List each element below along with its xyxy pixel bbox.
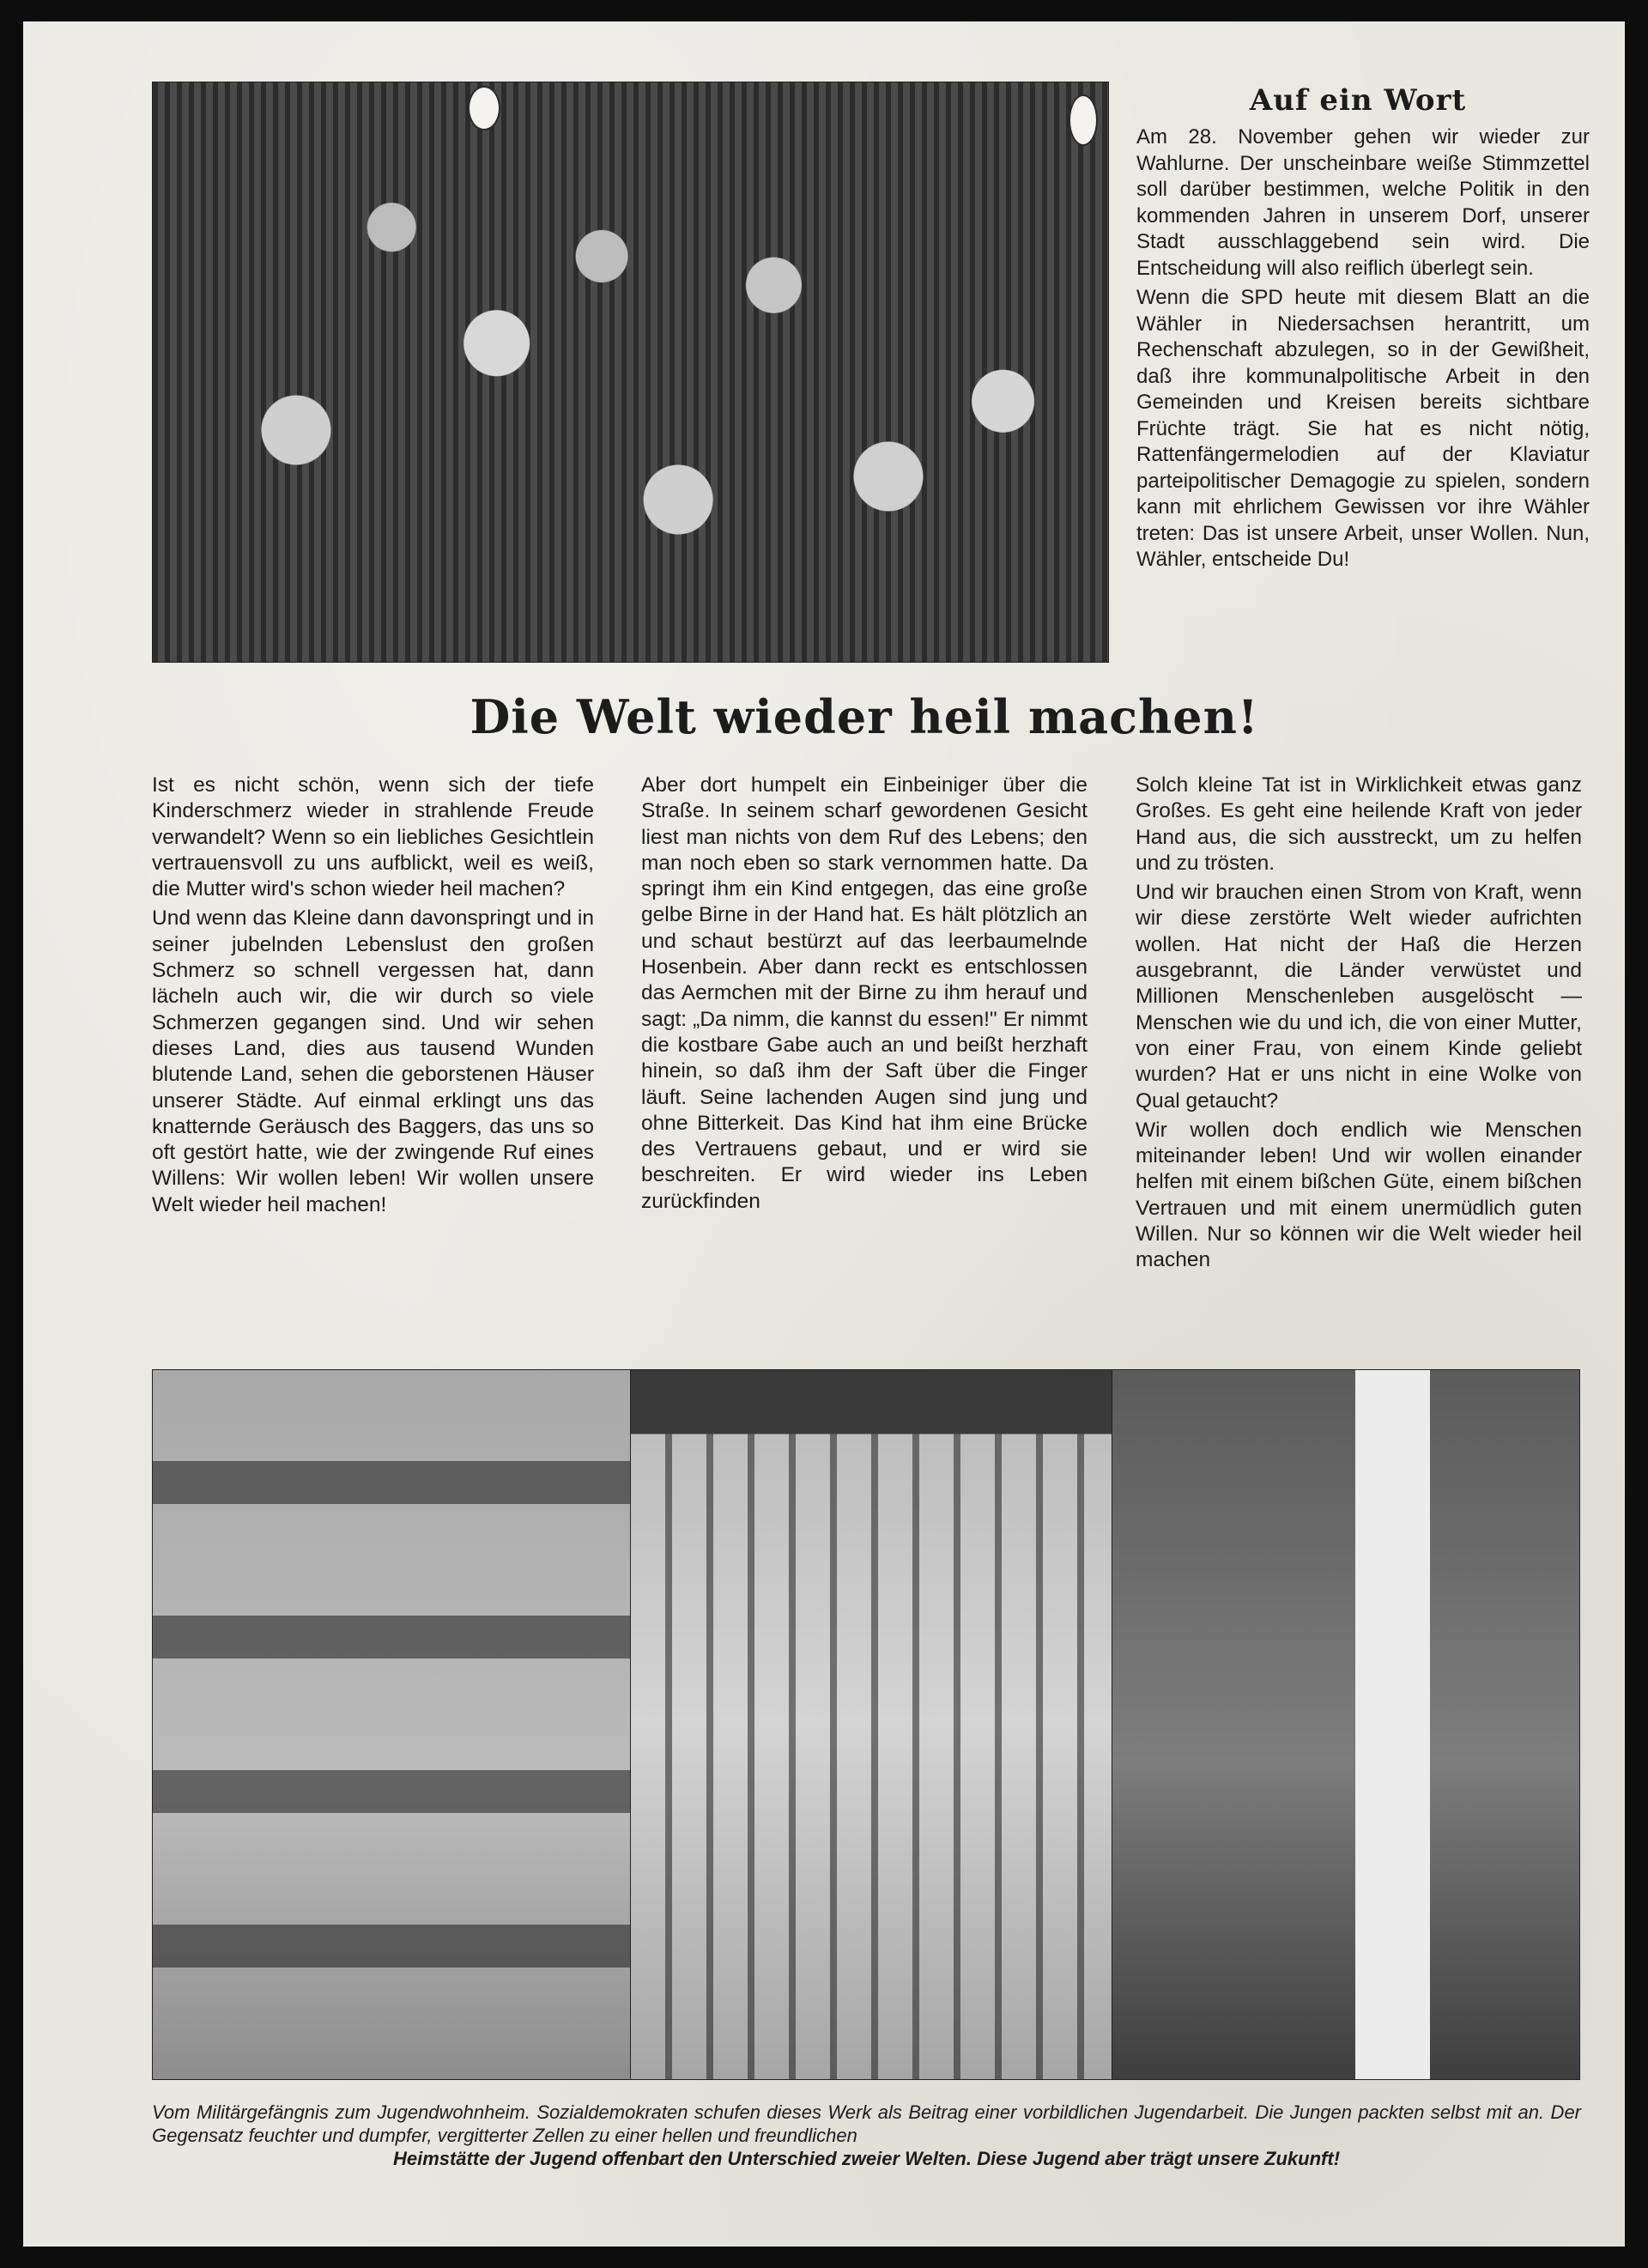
photo-caption: [152, 2101, 1581, 2170]
caption-line-1: Vom Militärgefängnis zum Jugendwohnheim. Sozialdemokraten schufen dieses Werk als Beitrag einer vorbildlichen Jugendarbeit. Die Jungen packten selbst mit an. Der Gegensatz feuchter und dumpfer, vergitterter Zellen zu einer hellen und freundlichen: [152, 2101, 1581, 2146]
sidebar-paragraph: Am 28. November gehen wir wieder zur Wahlurne. Der unscheinbare weiße Stimmzettel soll darüber bestimmen, welche Politik in den kommenden Jahren in unserem Dorf, unserer Stadt ausschlaggebend sein wird. Die Entscheidung will also reiflich überlegt sein.: [1136, 125, 1590, 280]
article-headline: Die Welt wieder heil machen!: [470, 689, 1259, 744]
paper-tear: [1069, 94, 1098, 146]
caption-line-2: Heimstätte der Jugend offenbart den Unterschied zweier Welten. Diese Jugend aber trägt unsere Zukunft!: [392, 2148, 1341, 2169]
newspaper-page: [23, 21, 1625, 2247]
photo-children-group: [152, 82, 1109, 663]
article-paragraph: Wir wollen doch endlich wie Menschen miteinander leben! Und wir wollen einander helfen mit einem bißchen Güte, einem bißchen Vertrauen und mit einem unermüdlich guten Willen. Nur so können wir die Welt wieder heil machen: [1136, 1118, 1582, 1272]
sidebar-box-title: Auf ein Wort: [1249, 83, 1467, 118]
article-paragraph: Aber dort humpelt ein Einbeiniger über die Straße. In seinem scharf gewordenen Gesicht liest man nichts von dem Ruf des Lebens; den man noch eben so stark vernommen hatte. Da springt ihm ein Kind entgegen, das eine große gelbe Birne in der Hand hat. Es hält plötzlich an und schaut bestürzt auf das leerbaumelnde Hosenbein. Aber dann reckt es entschlossen das Aermchen mit der Birne zu ihm herauf und sagt: „Da nimm, die kannst du essen!" Er nimmt die kostbare Gabe auch an und beißt herzhaft hinein, so daß ihm der Saft über die Finger läuft. Seine lachenden Augen sind jung und ohne Bitterkeit. Das Kind hat ihm eine Brücke des Vertrauens gebaut, und er wird sie beschreiten. Er wird wieder ins Leben zurückfinden: [641, 773, 1088, 1213]
paper-tear: [468, 86, 500, 130]
sidebar-box-text: [1136, 124, 1590, 577]
article-paragraph: Solch kleine Tat ist in Wirklichkeit etwas ganz Großes. Es geht eine heilende Kraft von jeder Hand aus, die sich ausstreckt, um zu helfen und zu trösten.: [1136, 773, 1582, 875]
photo-cell-block-aerial: [630, 1369, 1112, 2080]
article-column-1: [152, 773, 594, 1222]
article-column-3: [1136, 773, 1582, 1277]
article-paragraph: Ist es nicht schön, wenn sich der tiefe Kinderschmerz wieder in strahlende Freude verwandelt? Wenn so ein liebliches Gesichtlein vertrauensvoll zu uns aufblickt, weil es weiß, die Mutter wird's schon wieder heil machen?: [152, 773, 594, 901]
photo-prison-courtyard: [152, 1369, 631, 2080]
sidebar-paragraph: Wenn die SPD heute mit diesem Blatt an die Wähler in Niedersachsen herantritt, um Rechenschaft abzulegen, so in der Gewißheit, daß ihre kommunalpolitische Arbeit in den Gemeinden und Kreisen bereits sichtbare Früchte trägt. Sie hat es nicht nötig, Rattenfängermelodien auf der Klaviatur parteipolitischer Demagogie zu spielen, sondern kann mit ehrlichem Gewissen vor ihre Wähler treten: Das ist unsere Arbeit, unser Wollen. Nun, Wähler, entscheide Du!: [1136, 286, 1590, 571]
photo-bright-room: [1112, 1369, 1580, 2080]
article-column-2: [641, 773, 1088, 1218]
article-paragraph: Und wir brauchen einen Strom von Kraft, wenn wir diese zerstörte Welt wieder aufrichten wollen. Hat nicht der Haß die Herzen ausgebrannt, die Länder verwüstet und Millionen Menschenleben ausgelöscht — Menschen wie du und ich, die von einer Mutter, von einer Frau, von einem Kinde geliebt wurden? Hat er uns nicht in eine Wolke von Qual getaucht?: [1136, 881, 1582, 1113]
article-paragraph: Und wenn das Kleine dann davonspringt und in seiner jubelnden Lebenslust den großen Schmerz so schnell vergessen hat, dann lächeln auch wir, die wir durch so viele Schmerzen gegangen sind. Und wir sehen dieses Land, dies aus tausend Wunden blutende Land, sehen die geborstenen Häuser unserer Städte. Auf einmal erklingt uns das knatternde Geräusch des Baggers, das uns so oft gestört hatte, wie der zwingende Ruf eines Willens: Wir wollen leben! Wir wollen unsere Welt wieder heil machen!: [152, 907, 594, 1216]
